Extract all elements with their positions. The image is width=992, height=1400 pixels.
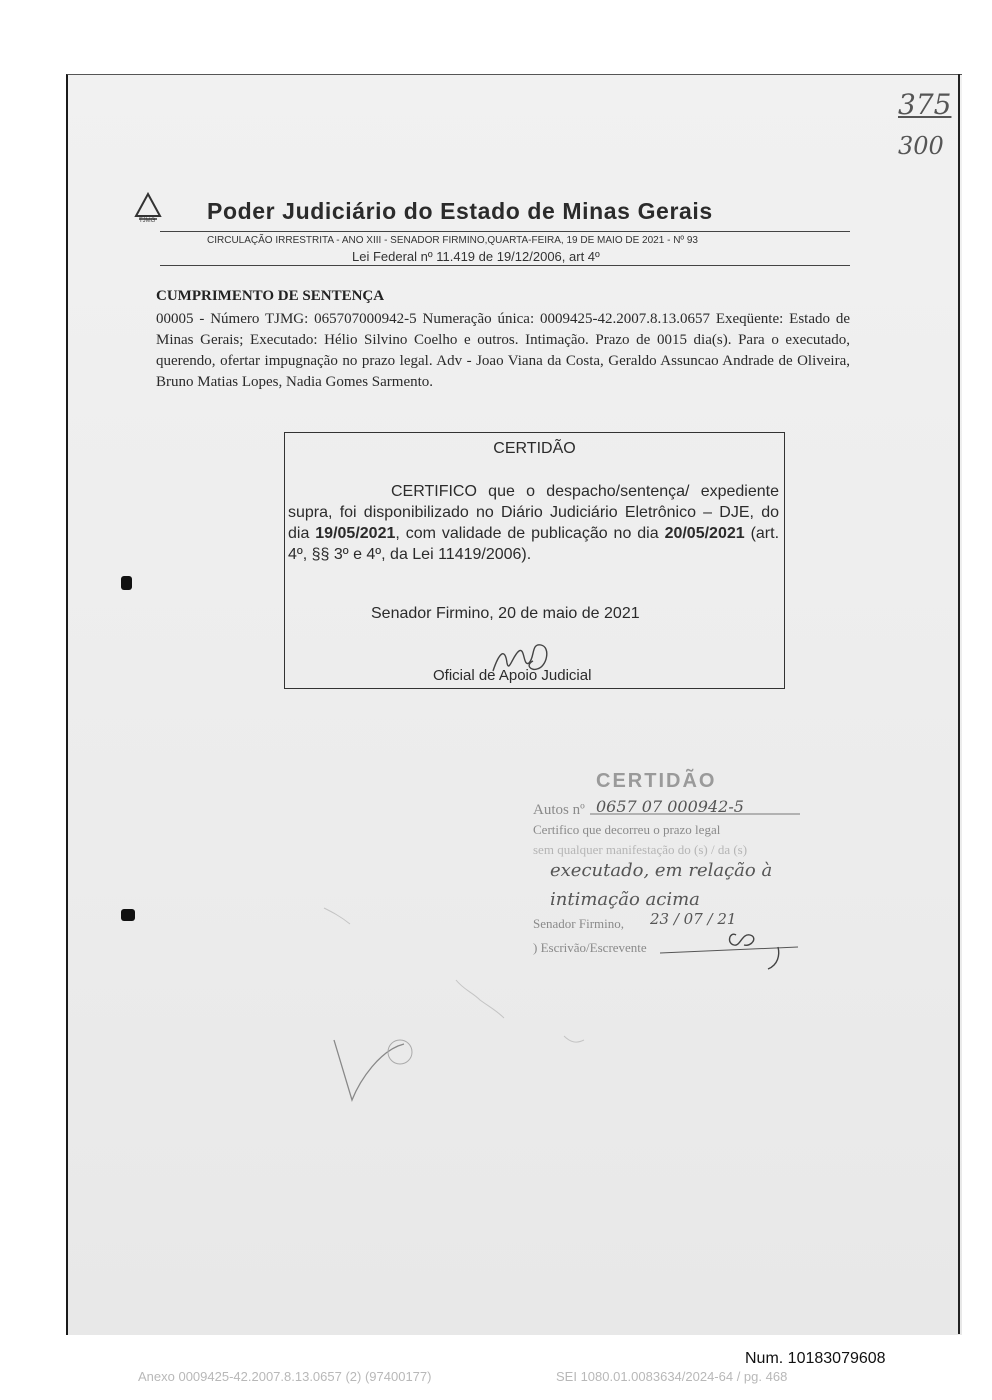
certidao-date-1: 19/05/2021 [315,525,396,542]
handwritten-page-number: 375 [898,88,952,121]
stamp-line-2: sem qualquer manifestação do (s) / da (s) [533,842,748,857]
punch-hole [121,576,132,590]
page-title: Poder Judiciário do Estado de Minas Gerais [207,198,713,224]
pencil-mark-icon [560,1028,590,1052]
page-edge [958,74,960,1334]
handwritten-old-number: 300 [898,132,944,160]
stamp-date-value: 23 / 07 / 21 [650,910,737,928]
certidao-text-3: (art. 4º, §§ 3º e 4º, da Lei 11419/2006). [288,525,780,563]
section-body: 00005 - Número TJMG: 065707000942-5 Numeração única: 0009425-42.2007.8.13.0657 Exeqüente: Estado de Minas Gerais; Executado: Hélio Silvino Coelho e outros. Intimação. Prazo de 0015 dia(s). Para o executado, querendo, ofertar impugnação no prazo legal. Adv - Joao Viana da Costa, Geraldo Assuncao Andrade de Oliveira, Bruno Matias Lopes, Nadia Gomes Sarmento. [156,311,850,390]
header-subtitle: CIRCULAÇÃO IRRESTRITA - ANO XIII - SENADOR FIRMINO,QUARTA-FEIRA, 19 DE MAIO DE 2021 - Nº 93 [207,235,698,246]
stamp-autos-value: 0657 07 000942-5 [596,797,744,816]
header-divider-bottom [160,265,850,266]
certidao-box [284,432,785,689]
stamp-underline [590,812,800,816]
stamp-line-1: Certifico que decorreu o prazo legal [533,822,721,837]
header-divider [160,231,850,232]
certidao-text-2: , com validade de publicação no dia [395,525,665,542]
certidao-title: CERTIDÃO [493,440,576,457]
clerk-signature-icon [660,925,800,975]
stamp-handwritten-1: executado, em relação à [550,860,773,881]
stamp-handwritten-2: intimação acima [550,889,700,910]
pencil-check-mark-icon [330,1020,430,1110]
stamp-clerk-label: ) Escrivão/Escrevente [533,940,647,955]
footer-annex: Anexo 0009425-42.2007.8.13.0657 (2) (97400177) [138,1369,432,1384]
certidao-text [288,481,779,565]
stamp-title: CERTIDÃO [596,770,717,792]
certidao-text-1: CERTIFICO que o despacho/sentença/ expediente supra, foi disponibilizado no Diário Judiciário Eletrônico – DJE, do dia [288,483,779,542]
footer-document-number: Num. 10183079608 [745,1350,886,1367]
pencil-mark-icon [450,970,510,1020]
punch-hole [121,909,135,921]
logo-label: TJMG [139,218,156,224]
footer-sei: SEI 1080.01.0083634/2024-64 / pg. 468 [556,1369,788,1384]
stamp-city-label: Senador Firmino, [533,916,624,931]
stamp-autos-label: Autos nº [533,802,585,818]
section-heading: CUMPRIMENTO DE SENTENÇA [156,288,385,304]
header-law: Lei Federal nº 11.419 de 19/12/2006, art 4º [352,249,600,264]
certidao-place-date: Senador Firmino, 20 de maio de 2021 [371,605,640,622]
certidao-officer: Oficial de Apoio Judicial [433,667,592,684]
pencil-mark-icon [320,900,360,930]
certidao-date-2: 20/05/2021 [664,525,745,542]
